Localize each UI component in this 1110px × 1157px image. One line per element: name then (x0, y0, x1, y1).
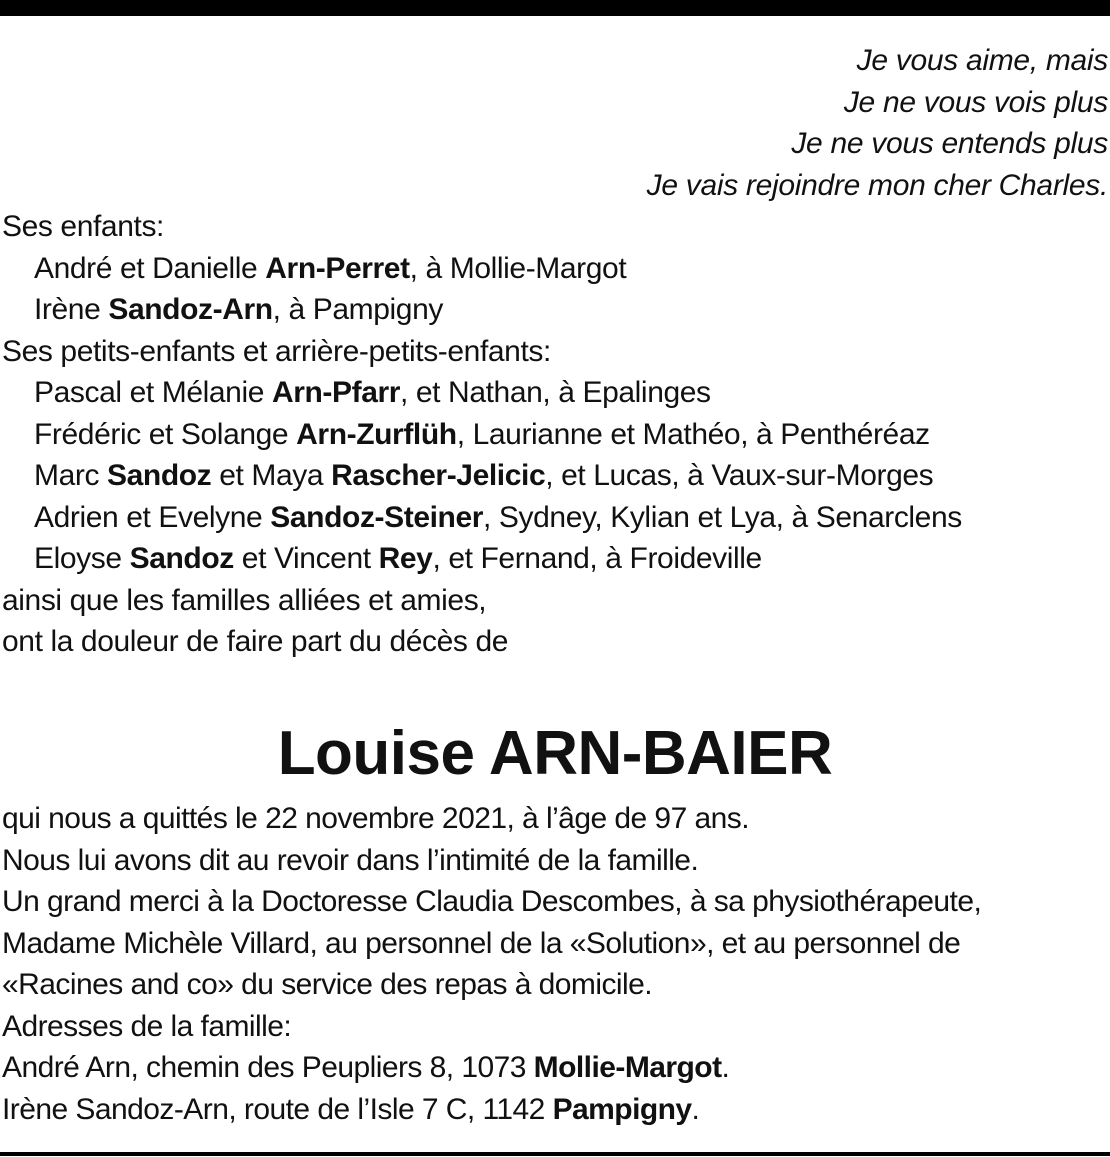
address-line (2, 1089, 1110, 1131)
surname: Sandoz (129, 542, 234, 575)
surname: Sandoz (107, 459, 212, 492)
address-line (2, 1047, 1110, 1089)
grandchild-entry (2, 538, 1110, 580)
grandchild-entry (2, 497, 1110, 539)
closing-line: «Racines and co» du service des repas à domicile. (2, 968, 653, 1001)
surname: Arn-Perret (265, 251, 410, 285)
entry-text: Marc (34, 459, 108, 492)
top-rule (0, 0, 1110, 16)
deceased-name: Louise ARN-BAIER (277, 719, 833, 788)
entry-text: Pascal et Mélanie (34, 376, 272, 409)
address-place: Pampigny (552, 1092, 692, 1126)
grandchildren-heading: Ses petits-enfants et arrière-petits-enfants: (2, 334, 551, 368)
surname: Arn-Pfarr (271, 376, 401, 409)
entry-text: , à Mollie-Margot (409, 251, 627, 285)
entry-text: Irène (34, 293, 109, 326)
address-text: André Arn, chemin des Peupliers 8, 1073 (2, 1051, 534, 1084)
addresses-heading: Adresses de la famille: (2, 1009, 292, 1043)
children-heading: Ses enfants: (2, 210, 164, 243)
address-text: Irène Sandoz-Arn, route de l’Isle 7 C, 1142 (2, 1092, 553, 1126)
address-end: . (721, 1051, 730, 1084)
entry-text: , et Nathan, à Epalinges (400, 376, 711, 409)
entry-text: et Vincent (233, 542, 379, 575)
child-entry (2, 248, 1110, 290)
surname: Sandoz-Steiner (270, 500, 484, 534)
grandchild-entry (2, 372, 1110, 414)
grandchild-entry (2, 414, 1110, 456)
poem-line: Je vais rejoindre mon cher Charles. (646, 168, 1108, 202)
closing-line: Un grand merci à la Doctoresse Claudia Descombes, à sa physiothérapeute, (2, 885, 982, 918)
closing-line: qui nous a quittés le 22 novembre 2021, à l’âge de 97 ans. (2, 802, 749, 835)
entry-text: André et Danielle (34, 251, 266, 285)
entry-text: et Maya (211, 459, 332, 492)
poem-line: Je vous aime, mais (856, 44, 1108, 77)
entry-text: , et Fernand, à Froideville (432, 542, 762, 575)
closing-text (2, 798, 1110, 1130)
entry-text: Adrien et Evelyne (34, 500, 271, 534)
announcement-line: ont la douleur de faire part du décès de (2, 625, 509, 658)
bottom-rule (0, 1152, 1110, 1156)
grandchild-entry (2, 455, 1110, 497)
entry-text: Eloyse (34, 542, 130, 575)
families-line: ainsi que les familles alliées et amies, (2, 583, 487, 617)
closing-line: Madame Michèle Villard, au personnel de la «Solution», et au personnel de (2, 926, 961, 960)
entry-text: Frédéric et Solange (34, 417, 297, 451)
closing-line: Nous lui avons dit au revoir dans l’intimité de la famille. (2, 843, 699, 877)
poem-line: Je ne vous vois plus (843, 85, 1108, 119)
surname: Sandoz-Arn (108, 293, 273, 326)
poem-line: Je ne vous entends plus (791, 127, 1108, 160)
poem (647, 40, 1108, 206)
entry-text: , Laurianne et Mathéo, à Penthéréaz (456, 417, 930, 451)
child-entry (2, 289, 1110, 331)
address-end: . (691, 1092, 700, 1126)
entry-text: , à Pampigny (272, 293, 443, 326)
surname: Rascher-Jelicic (331, 459, 546, 492)
surname: Arn-Zurflüh (296, 417, 457, 451)
entry-text: , et Lucas, à Vaux-sur-Morges (545, 459, 934, 492)
address-place: Mollie-Margot (533, 1051, 722, 1084)
entry-text: , Sydney, Kylian et Lya, à Senarclens (483, 500, 962, 534)
family-list (2, 206, 1110, 663)
surname: Rey (378, 542, 433, 575)
